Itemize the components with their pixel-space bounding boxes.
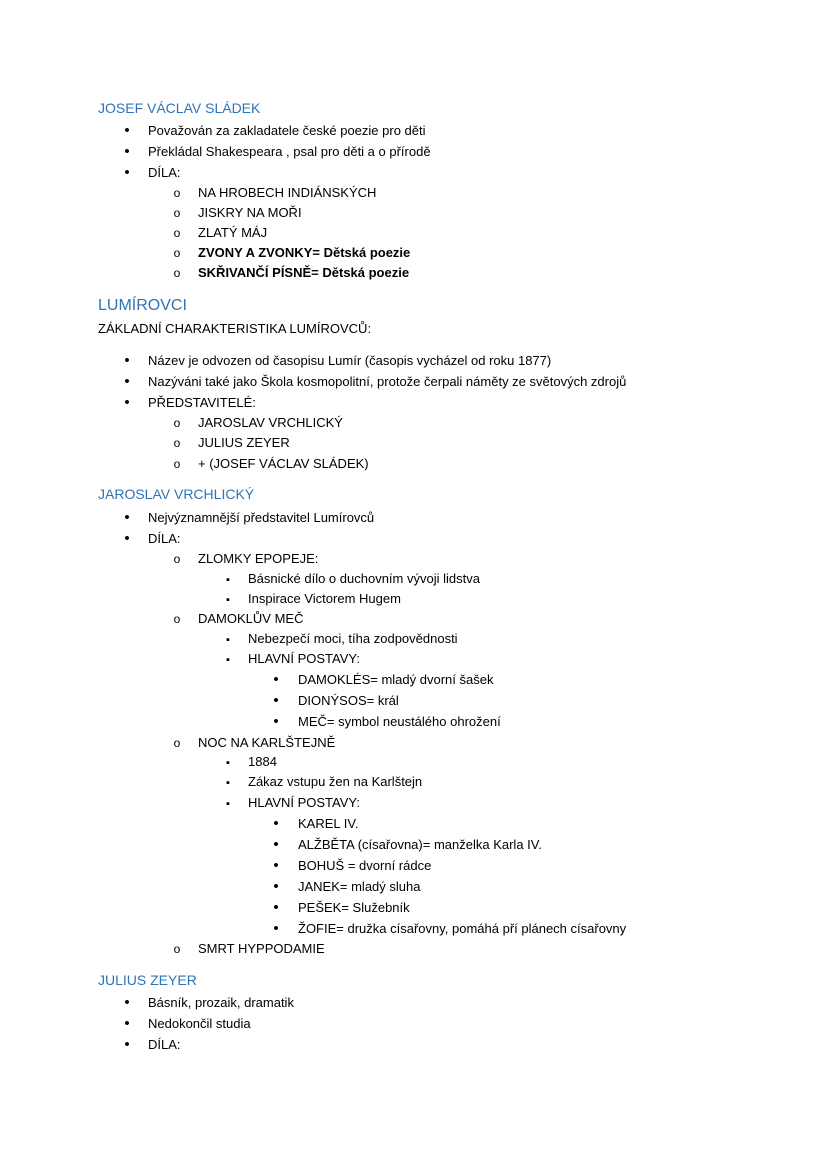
circle-bullet-icon (167, 203, 187, 223)
bullet-icon (117, 163, 137, 183)
bullet-icon (117, 508, 137, 528)
bullet-icon (117, 372, 137, 392)
heading-sladek: JOSEF VÁCLAV SLÁDEK (98, 100, 261, 116)
heading-vrchlicky: JAROSLAV VRCHLICKÝ (98, 486, 255, 502)
heading-zeyer: JULIUS ZEYER (98, 972, 197, 988)
bullet-icon (117, 121, 137, 141)
bullet-icon (117, 1014, 137, 1034)
bullet-icon (266, 670, 286, 690)
bullet-icon (266, 814, 286, 834)
bullet-icon (266, 835, 286, 855)
bullet-icon (117, 993, 137, 1013)
square-bullet-icon (218, 589, 238, 610)
circle-bullet-icon (167, 183, 187, 203)
bullet-icon (117, 351, 137, 371)
circle-bullet-icon (167, 263, 187, 283)
square-bullet-icon (218, 793, 238, 814)
circle-bullet-icon (167, 433, 187, 453)
circle-bullet-icon (167, 243, 187, 263)
bullet-icon (117, 393, 137, 413)
bullet-icon (266, 877, 286, 897)
circle-bullet-icon (167, 609, 187, 629)
square-bullet-icon (218, 752, 238, 773)
bullet-icon (266, 691, 286, 711)
square-bullet-icon (218, 649, 238, 670)
square-bullet-icon (218, 629, 238, 650)
circle-bullet-icon (167, 733, 187, 753)
bullet-icon (117, 1035, 137, 1055)
bullet-icon (117, 529, 137, 549)
circle-bullet-icon (167, 549, 187, 569)
bullet-icon (266, 898, 286, 918)
bullet-icon (266, 856, 286, 876)
circle-bullet-icon (167, 939, 187, 959)
subheading-characteristics: ZÁKLADNÍ CHARAKTERISTIKA LUMÍROVCŮ: (98, 321, 372, 336)
bullet-icon (266, 712, 286, 732)
square-bullet-icon (218, 772, 238, 793)
document-page: JOSEF VÁCLAV SLÁDEK • Považován za zakladatele české poezie pro děti • Překládal Shakespeara , psal pro děti a o přírodě • DÍLA: o NA HROBECH INDIÁNSKÝCH o JISKRY NA MOŘI o ZLATÝ MÁJ o ZVONY A ZVONKY= Dětská poezie o SKŘIVANČÍ PÍSNĚ= Dětská poezie LUMÍROVCI ZÁKLADNÍ CHARAKTERISTIKA LUMÍROVCŮ: • Název je odvozen od časopisu Lumír (časopis vycházel od roku 1877) • Nazýváni také jako Škola kosmopolitní, protože čerpali náměty ze světových zdrojů • PŘEDSTAVITELÉ: o JAROSLAV VRCHLICKÝ o JULIUS ZEYER o + (JOSEF VÁCLAV SLÁDEK) JAROSLAV VRCHLICKÝ • Nejvýznamnější představitel Lumírovců • DÍLA: o ZLOMKY EPOPEJE: ▪ Básnické dílo o duchovním vývoji lidstva ▪ Inspirace Victorem Hugem o DAMOKLŮV MEČ ▪ Nebezpečí moci, tíha zodpovědnosti ▪ HLAVNÍ POSTAVY: • DAMOKLÉS= mladý dvorní šašek • DIONÝSOS= král • MEČ= symbol neustálého ohrožení o NOC NA KARLŠTEJNĚ ▪ 1884 ▪ Zákaz vstupu žen na Karlštejn ▪ HLAVNÍ POSTAVY: • KAREL IV. • ALŽBĚTA (císařovna)= manželka Karla IV. • BOHUŠ = dvorní rádce • JANEK= mladý sluha • PEŠEK= Služebník • ŽOFIE= družka císařovny, pomáhá pří plánech císařovny o SMRT HYPPODAMIE JULIUS ZEYER • Básník, prozaik, dramatik • Nedokončil studia • DÍLA: (0, 0, 828, 1171)
circle-bullet-icon (167, 223, 187, 243)
circle-bullet-icon (167, 454, 187, 474)
bullet-icon (117, 142, 137, 162)
circle-bullet-icon (167, 413, 187, 433)
heading-lumirovci: LUMÍROVCI (98, 297, 187, 314)
bullet-icon (266, 919, 286, 939)
square-bullet-icon (218, 569, 238, 590)
